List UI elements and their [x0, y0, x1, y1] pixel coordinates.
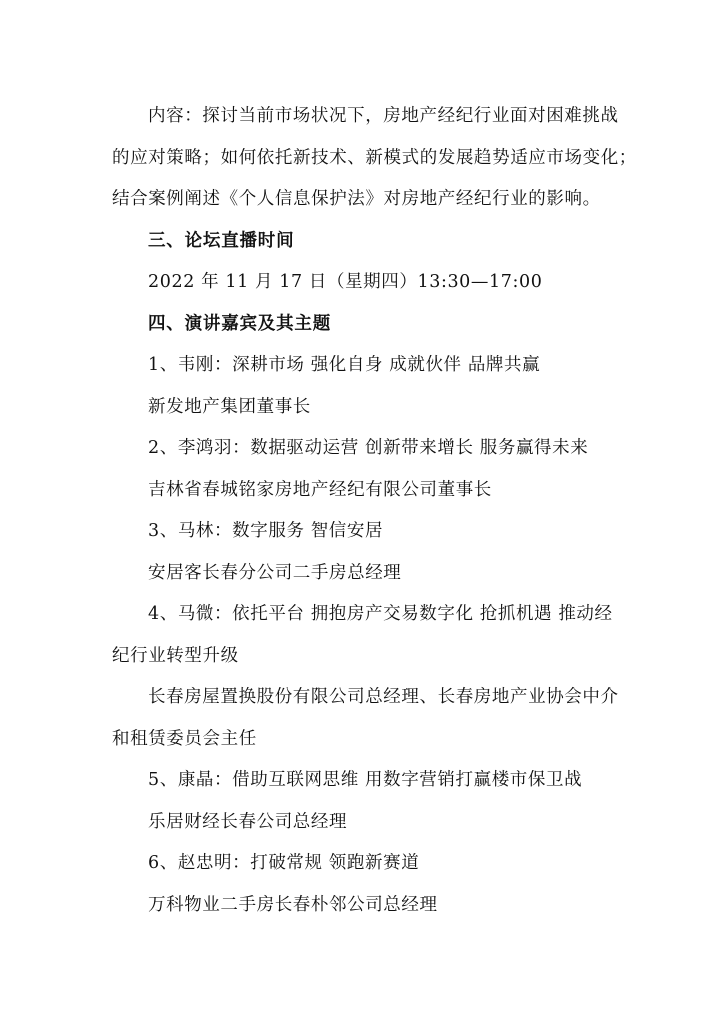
speaker-6-title: 万科物业二手房长春朴邻公司总经理: [148, 895, 438, 915]
speaker-4-topic-line-1: 4、马微：依托平台 拥抱房产交易数字化 抢抓机遇 推动经: [148, 604, 613, 624]
speaker-2-title: 吉林省春城铭家房地产经纪有限公司董事长: [148, 480, 492, 500]
speaker-3-topic: 3、马林：数字服务 智信安居: [148, 521, 384, 541]
speaker-4-title-line-1: 长春房屋置换股份有限公司总经理、长春房地产业协会中介: [148, 687, 619, 707]
speaker-5-title: 乐居财经长春公司总经理: [148, 812, 348, 832]
speaker-5-topic: 5、康晶：借助互联网思维 用数字营销打赢楼市保卫战: [148, 770, 583, 790]
speaker-1-topic: 1、韦刚：深耕市场 强化自身 成就伙伴 品牌共赢: [148, 355, 541, 375]
content-paragraph-line-2: 的应对策略；如何依托新技术、新模式的发展趋势适应市场变化；: [112, 148, 637, 168]
speaker-1-title: 新发地产集团董事长: [148, 397, 311, 417]
speaker-4-topic-line-2: 纪行业转型升级: [112, 646, 239, 666]
speaker-6-topic: 6、赵忠明：打破常规 领跑新赛道: [148, 853, 420, 873]
speaker-2-topic: 2、李鸿羽：数据驱动运营 创新带来增长 服务赢得未来: [148, 438, 589, 458]
section-4-heading: 四、演讲嘉宾及其主题: [148, 314, 331, 334]
speaker-4-title-line-2: 和租赁委员会主任: [112, 729, 257, 749]
section-3-heading: 三、论坛直播时间: [148, 231, 295, 251]
speaker-3-title: 安居客长春分公司二手房总经理: [148, 563, 402, 583]
livestream-time: 2022 年 11 月 17 日（星期四）13:30—17:00: [148, 272, 543, 292]
content-paragraph-line-3: 结合案例阐述《个人信息保护法》对房地产经纪行业的影响。: [112, 189, 601, 209]
content-paragraph-line-1: 内容：探讨当前市场状况下，房地产经纪行业面对困难挑战: [148, 106, 619, 126]
